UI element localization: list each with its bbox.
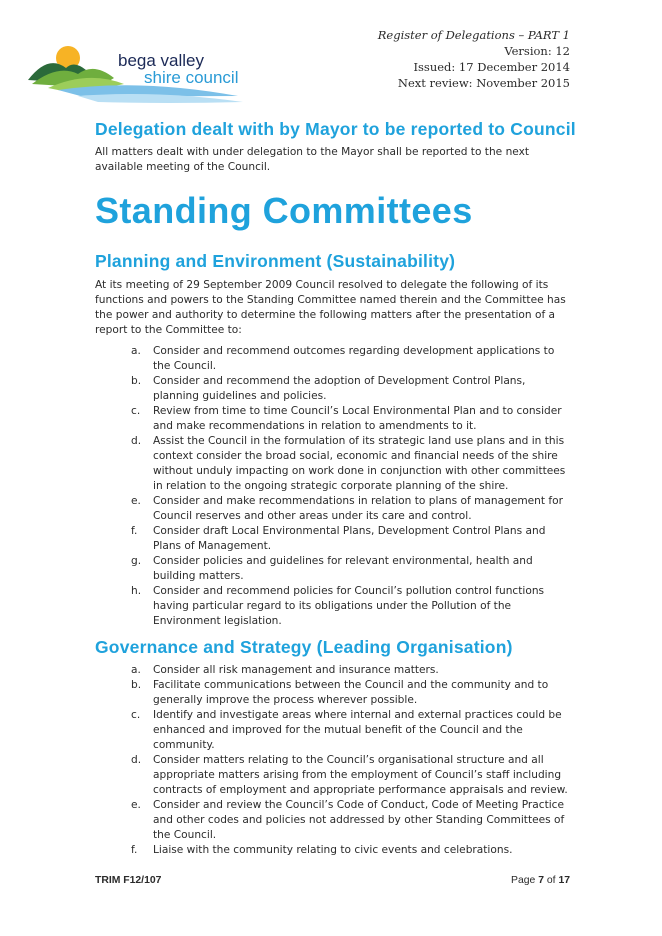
list-marker: c. [131, 709, 141, 721]
planning-environment-heading: Planning and Environment (Sustainability) [95, 251, 456, 271]
list-item-text: Liaise with the community relating to civic events and celebrations. [153, 844, 513, 856]
of-word: of [546, 875, 556, 886]
list-item [131, 524, 570, 554]
governance-items-list [131, 663, 570, 858]
list-item-text: Consider all risk management and insurance matters. [153, 664, 439, 676]
list-marker: e. [131, 495, 141, 507]
list-item [131, 678, 570, 708]
document-issued: Issued: 17 December 2014 [413, 60, 570, 74]
mayor-delegation-heading: Delegation dealt with by Mayor to be reported to Council [95, 119, 576, 139]
list-item [131, 554, 570, 584]
list-marker: g. [131, 555, 142, 567]
document-version: Version: 12 [504, 44, 570, 58]
planning-intro-text: At its meeting of 29 September 2009 Council resolved to delegate the following of its functions and powers to the Standing Committee named therein and the Committee has the power and authority to determine the following matters after the presentation of a report to the Committee to: [95, 279, 566, 336]
list-item [131, 374, 570, 404]
current-page: 7 [538, 875, 544, 886]
list-item-text: Assist the Council in the formulation of its strategic land use plans and in this context consider the broad social, economic and financial needs of the shire without unduly impacting on work done in conjunction with other committees in relation to the ongoing strategic corporate planning of the shire. [153, 435, 566, 492]
list-item [131, 494, 570, 524]
list-marker: b. [131, 375, 142, 387]
page-word: Page [511, 875, 536, 886]
list-item-text: Consider and recommend the adoption of Development Control Plans, planning guidelines and policies. [153, 375, 526, 402]
logo-line-1: bega valley [118, 51, 205, 70]
list-item [131, 753, 570, 798]
document-header-info [378, 27, 570, 91]
list-marker: h. [131, 585, 142, 597]
document-next-review: Next review: November 2015 [397, 76, 570, 90]
list-item [131, 708, 570, 753]
list-marker: a. [131, 664, 141, 676]
list-item-text: Consider draft Local Environmental Plans, Development Control Plans and Plans of Management. [153, 525, 546, 552]
list-item-text: Consider policies and guidelines for relevant environmental, health and building matters. [153, 555, 533, 582]
list-item-text: Review from time to time Council’s Local Environmental Plan and to consider and make recommendations in relation to amendments to it. [153, 405, 562, 432]
list-item [131, 663, 570, 678]
list-marker: c. [131, 405, 141, 417]
logo-line-2: shire council [144, 68, 239, 87]
list-marker: f. [131, 844, 138, 856]
planning-items-list [131, 344, 570, 629]
page-number [511, 875, 570, 886]
list-item [131, 798, 570, 843]
list-marker: b. [131, 679, 142, 691]
trim-reference: TRIM F12/107 [95, 875, 162, 886]
list-item-text: Identify and investigate areas where internal and external practices could be enhanced and improved for the mutual benefit of the Council and the community. [153, 709, 562, 751]
council-logo [28, 40, 256, 110]
list-item [131, 344, 570, 374]
list-marker: d. [131, 754, 142, 766]
list-item [131, 843, 570, 858]
list-item-text: Consider and make recommendations in relation to plans of management for Council reserves and other areas under its care and control. [153, 495, 563, 522]
list-item [131, 584, 570, 629]
list-item-text: Consider and review the Council’s Code of Conduct, Code of Meeting Practice and other codes and policies not addressed by other Standing Committees of the Council. [153, 799, 565, 841]
list-item-text: Consider and recommend outcomes regarding development applications to the Council. [153, 345, 555, 372]
list-marker: d. [131, 435, 142, 447]
total-pages: 17 [558, 875, 570, 886]
governance-strategy-heading: Governance and Strategy (Leading Organisation) [95, 637, 513, 657]
document-title: Register of Delegations – PART 1 [377, 28, 570, 42]
document-body [95, 118, 576, 858]
standing-committees-title: Standing Committees [95, 190, 473, 231]
list-item-text: Consider matters relating to the Council’s organisational structure and all appropriate matters arising from the employment of Council’s staff including contracts of employment and appropriate performance appraisals and review. [153, 754, 568, 796]
list-marker: e. [131, 799, 141, 811]
list-item [131, 404, 570, 434]
list-marker: f. [131, 525, 138, 537]
mayor-delegation-text: All matters dealt with under delegation to the Mayor shall be reported to the next available meeting of the Council. [95, 146, 530, 173]
list-item-text: Facilitate communications between the Council and the community and to generally improve the process wherever possible. [153, 679, 549, 706]
list-marker: a. [131, 345, 141, 357]
list-item-text: Consider and recommend policies for Council’s pollution control functions having particular regard to its obligations under the Pollution of the Environment legislation. [153, 585, 545, 627]
list-item [131, 434, 570, 494]
